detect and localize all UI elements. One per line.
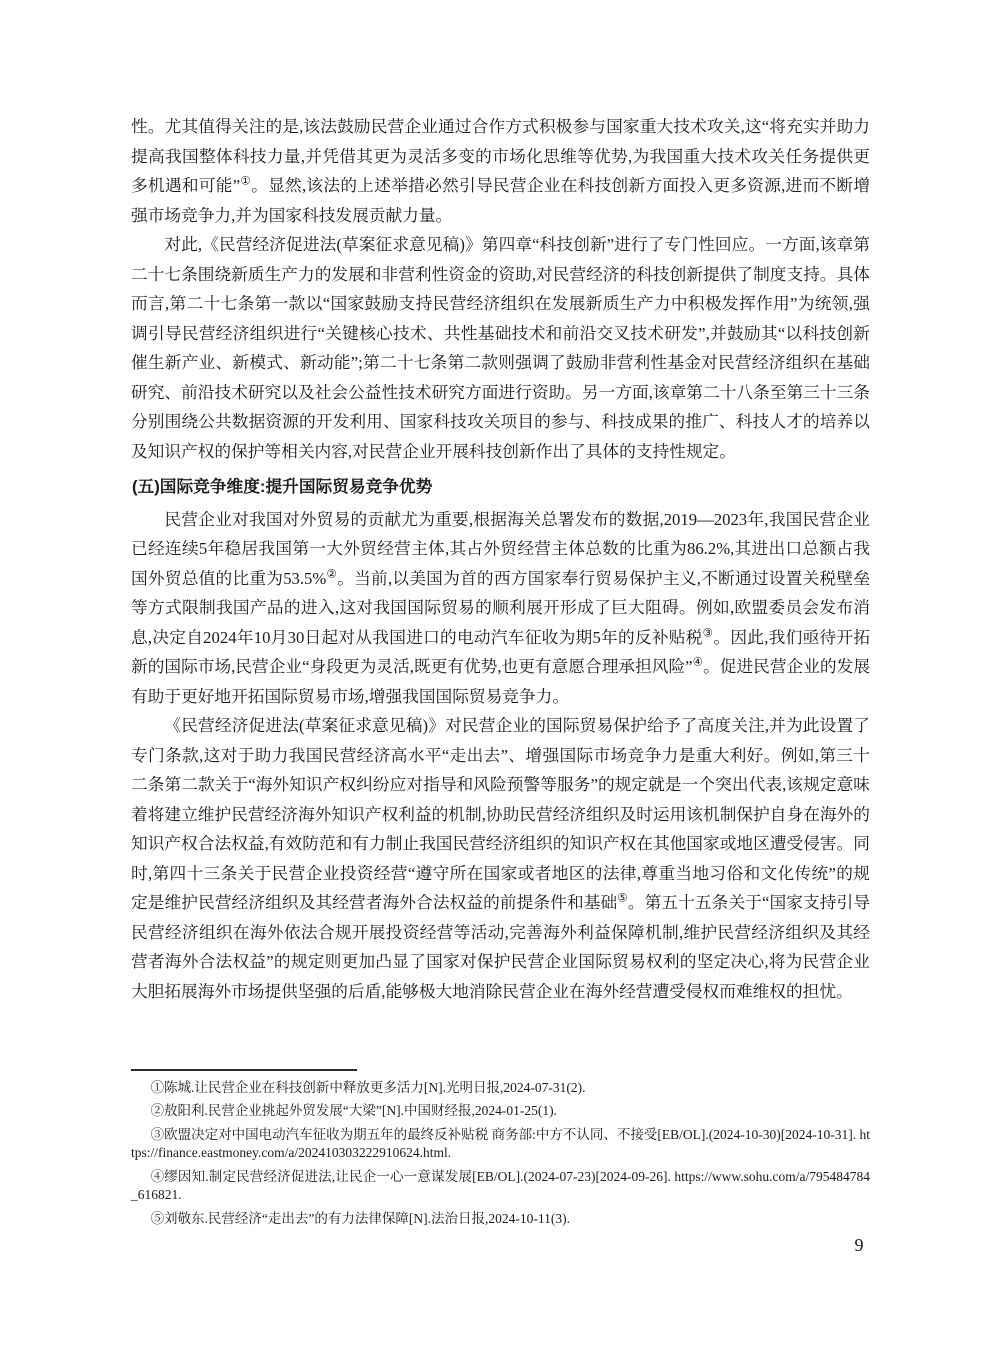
article-body bbox=[131, 112, 870, 1006]
footnotes-section bbox=[131, 1079, 870, 1233]
paragraph: 性。尤其值得关注的是,该法鼓励民营企业通过合作方式积极参与国家重大技术攻关,这“将充实并助力提高我国整体科技力量,并凭借其更为灵活多变的市场化思维等优势,为我国重大技术攻关任务提供更多机遇和可能”①。显然,该法的上述举措必然引导民营企业在科技创新方面投入更多资源,进而不断增强市场竞争力,并为国家科技发展贡献力量。 bbox=[131, 117, 871, 225]
footnote-divider bbox=[131, 1069, 357, 1071]
footnote: ④缪因知.制定民营经济促进法,让民企一心一意谋发展[EB/OL].(2024-07-23)[2024-09-26]. https://www.sohu.com/a/795484784_616821. bbox=[131, 1168, 870, 1203]
footnote: ⑤刘敬东.民营经济“走出去”的有力法律保障[N].法治日报,2024-10-11(3). bbox=[150, 1210, 571, 1226]
paragraph: 民营企业对我国对外贸易的贡献尤为重要,根据海关总署发布的数据,2019—2023年,我国民营企业已经连续5年稳居我国第一大外贸经营主体,其占外贸经营主体总数的比重为86.2%,其进出口总额占我国外贸总值的比重为53.5%②。当前,以美国为首的西方国家奉行贸易保护主义,不断通过设置关税壁垒等方式限制我国产品的进入,这对我国国际贸易的顺利展开形成了巨大阻碍。例如,欧盟委员会发布消息,决定自2024年10月30日起对从我国进口的电动汽车征收为期5年的反补贴税③。因此,我们亟待开拓新的国际市场,民营企业“身段更为灵活,既更有优势,也更有意愿合理承担风险”④。促进民营企业的发展有助于更好地开拓国际贸易市场,增强我国国际贸易竞争力。 bbox=[131, 509, 871, 706]
footnote: ③欧盟决定对中国电动汽车征收为期五年的最终反补贴税 商务部:中方不认同、不接受[EB/OL].(2024-10-30)[2024-10-31]. https://finance.eastmoney.com/a/202410303222910624.html. bbox=[131, 1126, 870, 1161]
page-number: 9 bbox=[854, 1235, 864, 1255]
paragraph: 《民营经济促进法(草案征求意见稿)》对民营企业的国际贸易保护给予了高度关注,并为此设置了专门条款,这对于助力我国民营经济高水平“走出去”、增强国际市场竞争力是重大利好。例如,第三十二条第二款关于“海外知识产权纠纷应对指导和风险预警等服务”的规定就是一个突出代表,该规定意味着将建立维护民营经济海外知识产权利益的机制,协助民营经济组织及时运用该机制保护自身在海外的知识产权合法权益,有效防范和有力制止我国民营经济组织的知识产权在其他国家或地区遭受侵害。同时,第四十三条关于民营企业投资经营“遵守所在国家或者地区的法律,尊重当地习俗和文化传统”的规定是维护民营经济组织及其经营者海外合法权益的前提条件和基础⑤。第五十五条关于“国家支持引导民营经济组织在海外依法合规开展投资经营等活动,完善海外利益保障机制,维护民营经济组织及其经营者海外合法权益”的规定则更加凸显了国家对保护民营企业国际贸易权利的坚定决心,将为民营企业大胆拓展海外市场提供坚强的后盾,能够极大地消除民营企业在海外经营遭受侵权而难维权的担忧。 bbox=[131, 716, 871, 1001]
footnote: ①陈城.让民营企业在科技创新中释放更多活力[N].光明日报,2024-07-31(2). bbox=[150, 1080, 586, 1095]
footnote: ②敖阳利.民营企业挑起外贸发展“大梁”[N].中国财经报,2024-01-25(1). bbox=[150, 1103, 558, 1119]
section-heading: (五)国际竞争维度:提升国际贸易竞争优势 bbox=[132, 477, 433, 496]
paragraph: 对此,《民营经济促进法(草案征求意见稿)》第四章“科技创新”进行了专门性回应。一方面,该章第二十七条围绕新质生产力的发展和非营利性资金的资助,对民营经济的科技创新提供了制度支持。具体而言,第二十七条第一款以“国家鼓励支持民营经济组织在发展新质生产力中积极发挥作用”为统领,强调引导民营经济组织进行“关键核心技术、共性基础技术和前沿交叉技术研发”,并鼓励其“以科技创新催生新产业、新模式、新动能”;第二十七条第二款则强调了鼓励非营利性基金对民营经济组织在基础研究、前沿技术研究以及社会公益性技术研究方面进行资助。另一方面,该章第二十八条至第三十三条分别围绕公共数据资源的开发利用、国家科技攻关项目的参与、科技成果的推广、科技人才的培养以及知识产权的保护等相关内容,对民营企业开展科技创新作出了具体的支持性规定。 bbox=[131, 235, 870, 461]
